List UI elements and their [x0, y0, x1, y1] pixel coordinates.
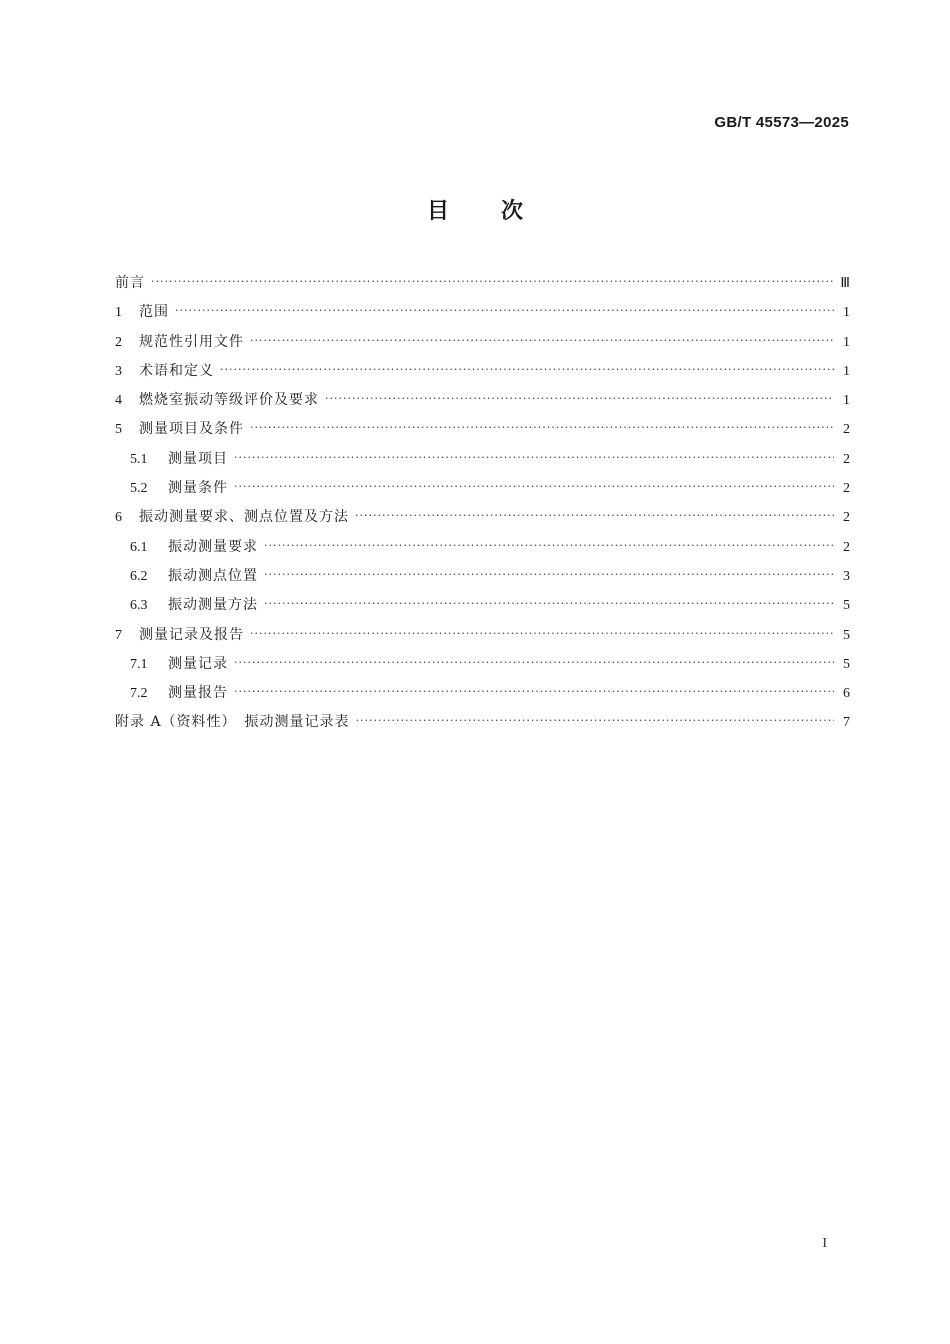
toc-entry-number: 4: [115, 393, 122, 409]
toc-entry[interactable]: [115, 533, 850, 562]
toc-entry-page: 5: [843, 627, 850, 643]
toc-dot-leader: [250, 413, 834, 442]
toc-entry-number: 6.2: [130, 568, 148, 584]
toc-entry[interactable]: [115, 328, 850, 357]
toc-entry-label: 测量项目及条件: [139, 421, 244, 438]
toc-entry[interactable]: [115, 445, 850, 474]
toc-entry-number: 7.1: [130, 656, 148, 672]
toc-entry-page: 7: [843, 715, 850, 731]
toc-dot-leader: [325, 384, 834, 413]
toc-title-char-2: 次: [501, 199, 524, 224]
toc-entry-page: 1: [843, 393, 850, 409]
toc-dot-leader: [234, 472, 834, 501]
toc-entry-number: 5.2: [130, 481, 148, 497]
toc-entry[interactable]: [115, 562, 850, 591]
toc-dot-leader: [356, 706, 834, 735]
toc-entry-label: 振动测量要求: [168, 538, 258, 555]
toc-entry-page: 3: [843, 568, 850, 584]
toc-dot-leader: [250, 326, 834, 355]
standard-number: GB/T 45573—2025: [714, 114, 849, 131]
toc-entry-page: 2: [843, 510, 850, 526]
toc-entry[interactable]: [115, 386, 850, 415]
toc-entry-number: 1: [115, 305, 122, 321]
toc-dot-leader: [175, 296, 834, 325]
toc-entry-page: 2: [843, 422, 850, 438]
toc-title: [0, 194, 950, 225]
toc-entry-label: 振动测量方法: [168, 597, 258, 614]
toc-entry-page: 1: [843, 305, 850, 321]
toc-entry[interactable]: [115, 591, 850, 620]
toc-entry-page: 1: [843, 363, 850, 379]
toc-dot-leader: [234, 648, 834, 677]
toc-entry-number: 7.2: [130, 686, 148, 702]
toc-entry-label: 测量项目: [168, 450, 228, 467]
toc-entry-label: 燃烧室振动等级评价及要求: [139, 392, 319, 409]
toc-entry-number: 6.3: [130, 598, 148, 614]
toc-entry-label: 范围: [139, 304, 169, 321]
toc-entry-label: 测量报告: [168, 685, 228, 702]
toc-dot-leader: [250, 619, 834, 648]
toc-entry[interactable]: [115, 357, 850, 386]
toc-entry[interactable]: [115, 503, 850, 532]
toc-entry-number: 3: [115, 363, 122, 379]
toc-entry-number: 6: [115, 510, 122, 526]
toc-entry-page: 2: [843, 539, 850, 555]
toc-entry-label: 测量记录及报告: [139, 626, 244, 643]
toc-entry-label: 术语和定义: [139, 362, 214, 379]
toc-entry[interactable]: [115, 621, 850, 650]
toc-entry-label: 振动测点位置: [168, 567, 258, 584]
toc-list: [115, 269, 850, 738]
toc-entry-page: 5: [843, 598, 850, 614]
page-number: I: [822, 1236, 827, 1251]
toc-entry[interactable]: [115, 650, 850, 679]
toc-title-char-1: 目: [426, 199, 449, 224]
toc-dot-leader: [355, 501, 834, 530]
toc-dot-leader: [264, 560, 834, 589]
toc-entry-page: Ⅲ: [840, 276, 850, 291]
toc-entry[interactable]: [115, 708, 850, 737]
toc-entry[interactable]: [115, 415, 850, 444]
toc-entry-page: 6: [843, 686, 850, 702]
toc-entry-page: 2: [843, 451, 850, 467]
toc-entry-label: 测量条件: [168, 480, 228, 497]
toc-entry[interactable]: [115, 298, 850, 327]
toc-entry-label: 规范性引用文件: [139, 333, 244, 350]
toc-dot-leader: [264, 589, 834, 618]
toc-dot-leader: [151, 267, 834, 296]
toc-entry-label: 前言: [115, 275, 145, 291]
toc-entry-number: 5: [115, 422, 122, 438]
toc-entry-number: 7: [115, 627, 122, 643]
toc-entry-label: 振动测量要求、测点位置及方法: [139, 509, 349, 526]
toc-entry-page: 5: [843, 656, 850, 672]
toc-entry-page: 1: [843, 334, 850, 350]
toc-entry-number: 5.1: [130, 451, 148, 467]
toc-dot-leader: [234, 677, 834, 706]
toc-entry-label: 测量记录: [168, 655, 228, 672]
toc-entry-page: 2: [843, 481, 850, 497]
toc-dot-leader: [220, 355, 834, 384]
toc-entry-number: 6.1: [130, 539, 148, 555]
toc-entry[interactable]: [115, 269, 850, 298]
toc-entry[interactable]: [115, 679, 850, 708]
toc-dot-leader: [264, 531, 834, 560]
toc-dot-leader: [234, 443, 834, 472]
toc-entry-label: 附录 A（资料性） 振动测量记录表: [115, 714, 350, 731]
toc-entry-number: 2: [115, 334, 122, 350]
toc-entry[interactable]: [115, 474, 850, 503]
